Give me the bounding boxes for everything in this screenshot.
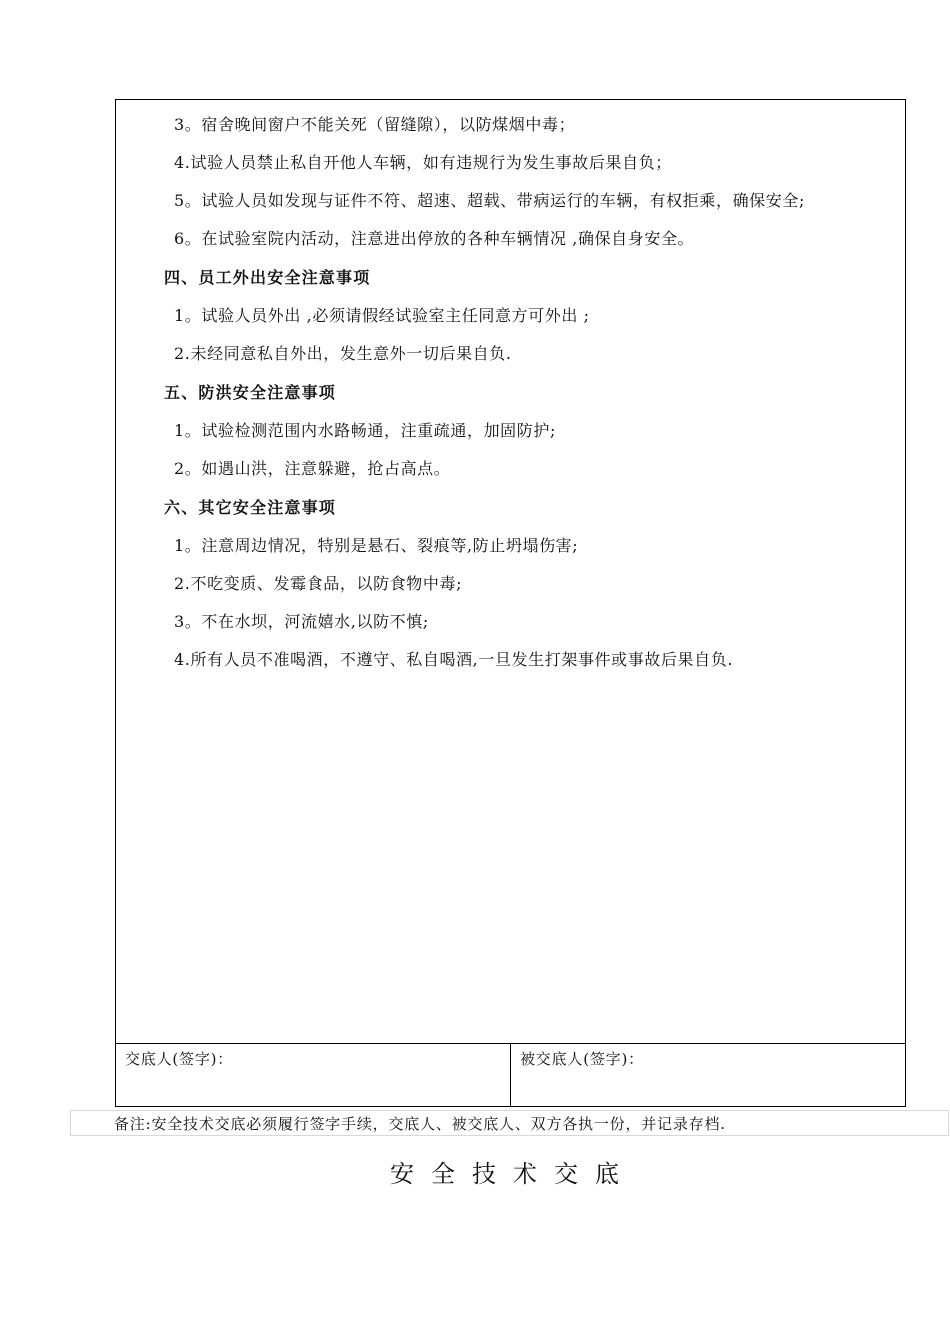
heading-going-out-safety: 四、员工外出安全注意事项 (164, 268, 371, 287)
heading-flood-safety: 五、防洪安全注意事项 (164, 383, 337, 402)
item-yard-vehicles: 6。在试验室院内活动，注意进出停放的各种车辆情况 ,确保自身安全。 (174, 229, 695, 248)
item-drainage: 1。试验检测范围内水路畅通，注重疏通，加固防护; (174, 421, 556, 440)
giver-signature-label: 交底人(签字)： (125, 1050, 234, 1068)
item-spoiled-food: 2.不吃变质、发霉食品，以防食物中毒; (174, 574, 463, 593)
item-leave-approval: 1。试验人员外出 ,必须请假经试验室主任同意方可外出 ; (174, 306, 590, 325)
item-unauthorized-outing: 2.未经同意私自外出，发生意外一切后果自负. (174, 344, 512, 363)
heading-other-safety: 六、其它安全注意事项 (164, 498, 337, 517)
item-no-private-driving: 4.试验人员禁止私自开他人车辆，如有违规行为发生事故后果自负； (174, 153, 672, 172)
item-flash-flood: 2。如遇山洪，注意躲避，抢占高点。 (174, 459, 451, 478)
remark-text: 备注:安全技术交底必须履行签字手续，交底人、被交底人、双方各执一份，并记录存档. (114, 1115, 726, 1133)
giver-signature-cell[interactable] (116, 1044, 510, 1106)
receiver-signature-cell[interactable] (510, 1044, 905, 1106)
item-dormitory-window: 3。宿舍晚间窗户不能关死（留缝隙），以防煤烟中毒； (174, 115, 576, 134)
receiver-signature-label: 被交底人(签字)： (520, 1050, 644, 1068)
item-no-drinking: 4.所有人员不准喝酒，不遵守、私自喝酒,一旦发生打架事件或事故后果自负. (174, 650, 734, 669)
item-surroundings: 1。注意周边情况，特别是悬石、裂痕等,防止坍塌伤害; (174, 536, 579, 555)
signature-row (115, 1043, 906, 1107)
item-refuse-unsafe-vehicle: 5。试验人员如发现与证件不符、超速、超载、带病运行的车辆，有权拒乘，确保安全; (174, 191, 805, 210)
next-page-title: 安全技术交底 (390, 1160, 636, 1188)
safety-content-box (115, 99, 906, 1044)
remark-bar (70, 1110, 949, 1136)
item-no-swimming: 3。不在水坝，河流嬉水,以防不慎; (174, 612, 429, 631)
